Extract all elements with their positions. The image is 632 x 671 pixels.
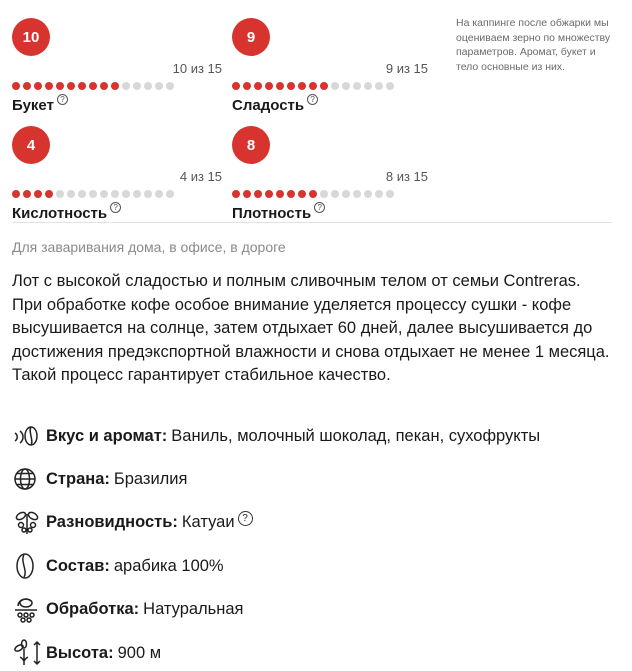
rating-dot-empty	[155, 190, 163, 198]
rating-dot-empty	[122, 82, 130, 90]
rating-dot-empty	[133, 190, 141, 198]
rating-dot-empty	[364, 82, 372, 90]
rating-dot-filled	[265, 82, 273, 90]
rating-dot-filled	[12, 82, 20, 90]
rating-score: 4 из 15	[179, 169, 222, 184]
usage-text: Для заваривания дома, в офисе, в дороге	[12, 239, 286, 255]
rating-dot-filled	[287, 82, 295, 90]
coffee-bean-icon	[12, 551, 46, 581]
rating-dots	[12, 190, 174, 198]
aroma-icon	[12, 421, 46, 451]
rating-sweetness	[232, 18, 428, 114]
rating-label: Кислотность ?	[12, 205, 121, 222]
rating-dot-empty	[320, 190, 328, 198]
help-icon[interactable]: ?	[314, 202, 325, 213]
rating-score: 10 из 15	[172, 61, 222, 76]
help-icon[interactable]: ?	[238, 511, 253, 526]
rating-badge: 8	[232, 126, 270, 164]
rating-dot-filled	[34, 82, 42, 90]
rating-dot-empty	[166, 82, 174, 90]
rating-dot-empty	[155, 82, 163, 90]
rating-dot-filled	[298, 82, 306, 90]
rating-dot-empty	[78, 190, 86, 198]
rating-dot-filled	[23, 82, 31, 90]
rating-bouquet	[12, 18, 222, 114]
rating-dot-empty	[166, 190, 174, 198]
rating-dot-filled	[23, 190, 31, 198]
help-icon[interactable]: ?	[307, 94, 318, 105]
rating-dot-empty	[353, 82, 361, 90]
rating-dot-empty	[133, 82, 141, 90]
rating-dot-filled	[320, 82, 328, 90]
rating-dot-empty	[144, 82, 152, 90]
attr-aroma: Вкус и аромат: Ваниль, молочный шоколад, пекан, сухофрукты	[12, 421, 540, 451]
rating-dots	[232, 82, 394, 90]
rating-dot-empty	[122, 190, 130, 198]
rating-dot-empty	[100, 190, 108, 198]
rating-dot-filled	[265, 190, 273, 198]
rating-dot-filled	[232, 190, 240, 198]
rating-dot-filled	[309, 82, 317, 90]
rating-dot-filled	[298, 190, 306, 198]
attr-altitude: Высота: 900 м	[12, 638, 161, 668]
rating-label: Плотность ?	[232, 205, 325, 222]
coffee-plant-icon	[12, 507, 46, 537]
rating-badge: 9	[232, 18, 270, 56]
rating-score: 8 из 15	[385, 169, 428, 184]
rating-body	[232, 126, 428, 222]
rating-dot-filled	[254, 190, 262, 198]
rating-dots	[12, 82, 174, 90]
divider	[12, 222, 612, 223]
attr-variety: Разновидность: Катуаи ?	[12, 507, 253, 537]
rating-dot-empty	[342, 82, 350, 90]
rating-dot-empty	[56, 190, 64, 198]
rating-dot-filled	[232, 82, 240, 90]
rating-dot-empty	[331, 82, 339, 90]
cupping-note: На каппинге после обжарки мы оцениваем зерно по множеству параметров. Аромат, букет и тело основные из них.	[456, 17, 611, 73]
rating-dots	[232, 190, 394, 198]
rating-dot-empty	[111, 190, 119, 198]
rating-dot-filled	[67, 82, 75, 90]
rating-dot-filled	[111, 82, 119, 90]
rating-dot-filled	[34, 190, 42, 198]
rating-dot-empty	[386, 82, 394, 90]
rating-badge: 4	[12, 126, 50, 164]
rating-dot-filled	[309, 190, 317, 198]
rating-dot-empty	[364, 190, 372, 198]
rating-dot-filled	[89, 82, 97, 90]
rating-dot-filled	[100, 82, 108, 90]
rating-dot-empty	[375, 190, 383, 198]
rating-dot-empty	[144, 190, 152, 198]
rating-dot-empty	[386, 190, 394, 198]
rating-score: 9 из 15	[385, 61, 428, 76]
product-description: Лот с высокой сладостью и полным сливочным телом от семьи Contreras. При обработке кофе особое внимание уделяется процессу сушки - кофе высушивается на солнце, затем отдыхает 60 дней, далее высушивается до достижения предэкспортной влажности и снова отдыхает не менее 1 месяца. Такой процесс гарантирует стабильное качество.	[12, 272, 610, 384]
help-icon[interactable]: ?	[110, 202, 121, 213]
rating-dot-empty	[67, 190, 75, 198]
help-icon[interactable]: ?	[57, 94, 68, 105]
rating-dot-filled	[254, 82, 262, 90]
rating-dot-filled	[287, 190, 295, 198]
rating-dot-empty	[375, 82, 383, 90]
rating-acidity	[12, 126, 222, 222]
rating-dot-filled	[276, 82, 284, 90]
rating-dot-filled	[276, 190, 284, 198]
rating-dot-filled	[243, 82, 251, 90]
rating-dot-empty	[342, 190, 350, 198]
rating-label: Букет ?	[12, 97, 68, 114]
rating-dot-filled	[243, 190, 251, 198]
rating-label: Сладость ?	[232, 97, 318, 114]
attr-processing: Обработка: Натуральная	[12, 594, 244, 624]
rating-dot-empty	[353, 190, 361, 198]
rating-badge: 10	[12, 18, 50, 56]
altitude-icon	[12, 638, 46, 668]
attr-country: Страна: Бразилия	[12, 464, 187, 494]
processing-icon	[12, 594, 46, 624]
rating-dot-filled	[12, 190, 20, 198]
rating-dot-filled	[45, 82, 53, 90]
rating-dot-filled	[78, 82, 86, 90]
rating-dot-filled	[45, 190, 53, 198]
rating-dot-empty	[331, 190, 339, 198]
attr-composition: Состав: арабика 100%	[12, 551, 224, 581]
rating-dot-filled	[56, 82, 64, 90]
globe-icon	[12, 464, 46, 494]
rating-dot-empty	[89, 190, 97, 198]
